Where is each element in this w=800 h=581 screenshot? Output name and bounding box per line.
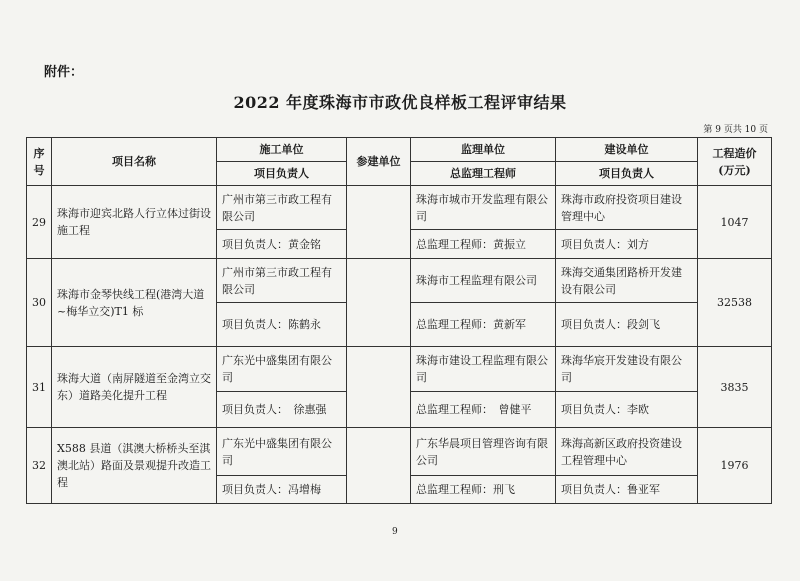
row-construction-unit: 广东光中盛集团有限公司 (217, 347, 347, 392)
header-participating: 参建单位 (347, 138, 411, 186)
row-supervision-unit: 珠海市工程监理有限公司 (411, 259, 556, 303)
row-owner-unit: 珠海高新区政府投资建设工程管理中心 (556, 428, 698, 476)
row-supervision-unit: 广东华晨项目管理咨询有限公司 (411, 428, 556, 476)
table-row (27, 186, 772, 230)
header-seq-line1: 序 (33, 146, 45, 160)
row-project-name: 珠海大道（南屏隧道至金湾立交东）道路美化提升工程 (52, 347, 217, 428)
row-cost: 3835 (698, 347, 772, 428)
header-seq (27, 138, 52, 186)
row-owner-unit: 珠海华宸开发建设有限公司 (556, 347, 698, 392)
header-construction: 施工单位 (217, 138, 347, 162)
row-participating (347, 347, 411, 428)
row-construction-unit: 广东光中盛集团有限公司 (217, 428, 347, 476)
header-owner-sub: 项目负责人 (556, 162, 698, 186)
header-construction-sub: 项目负责人 (217, 162, 347, 186)
header-name: 项目名称 (52, 138, 217, 186)
row-supervision-leader: 总监理工程师：刑飞 (411, 476, 556, 504)
row-cost: 32538 (698, 259, 772, 347)
row-supervision-leader: 总监理工程师：黄振立 (411, 230, 556, 259)
row-supervision-unit: 珠海市城市开发监理有限公司 (411, 186, 556, 230)
row-participating (347, 428, 411, 504)
row-project-name: X588 县道（淇澳大桥桥头至淇澳北站）路面及景观提升改造工程 (52, 428, 217, 504)
row-owner-leader: 项目负责人：李欧 (556, 392, 698, 428)
row-seq: 29 (27, 186, 52, 259)
row-project-name: 珠海市迎宾北路人行立体过街设施工程 (52, 186, 217, 259)
row-participating (347, 259, 411, 347)
row-supervision-unit: 珠海市建设工程监理有限公司 (411, 347, 556, 392)
row-construction-leader: 项目负责人：黄金铭 (217, 230, 347, 259)
table-row (27, 259, 772, 303)
header-supervision: 监理单位 (411, 138, 556, 162)
page-title: 2022 年度珠海市市政优良样板工程评审结果 (233, 93, 567, 112)
header-owner: 建设单位 (556, 138, 698, 162)
table-row (27, 428, 772, 476)
results-table (26, 137, 772, 504)
table-header-row (27, 138, 772, 162)
row-seq: 31 (27, 347, 52, 428)
table-row (27, 347, 772, 392)
row-project-name: 珠海市金琴快线工程(港湾大道~梅华立交)T1 标 (52, 259, 217, 347)
row-participating (347, 186, 411, 259)
row-owner-unit: 珠海交通集团路桥开发建设有限公司 (556, 259, 698, 303)
row-seq: 30 (27, 259, 52, 347)
row-owner-leader: 项目负责人：段剑飞 (556, 303, 698, 347)
header-supervision-sub: 总监理工程师 (411, 162, 556, 186)
row-seq: 32 (27, 428, 52, 504)
page-info: 第 9 页共 10 页 (703, 125, 768, 135)
page-number: 9 (392, 527, 398, 537)
row-construction-leader: 项目负责人： 徐惠强 (217, 392, 347, 428)
header-cost (698, 138, 772, 186)
header-seq-line2: 号 (33, 163, 45, 177)
row-cost: 1047 (698, 186, 772, 259)
row-owner-leader: 项目负责人：鲁亚军 (556, 476, 698, 504)
row-construction-unit: 广州市第三市政工程有限公司 (217, 259, 347, 303)
row-supervision-leader: 总监理工程师：黄新军 (411, 303, 556, 347)
header-cost-line2: (万元) (718, 163, 751, 177)
row-cost: 1976 (698, 428, 772, 504)
row-supervision-leader: 总监理工程师： 曾健平 (411, 392, 556, 428)
row-owner-leader: 项目负责人：刘方 (556, 230, 698, 259)
row-construction-leader: 项目负责人：陈鹤永 (217, 303, 347, 347)
row-construction-unit: 广州市第三市政工程有限公司 (217, 186, 347, 230)
header-cost-line1: 工程造价 (712, 146, 757, 160)
attachment-label: 附件： (44, 65, 84, 80)
row-construction-leader: 项目负责人：冯增梅 (217, 476, 347, 504)
row-owner-unit: 珠海市政府投资项目建设管理中心 (556, 186, 698, 230)
